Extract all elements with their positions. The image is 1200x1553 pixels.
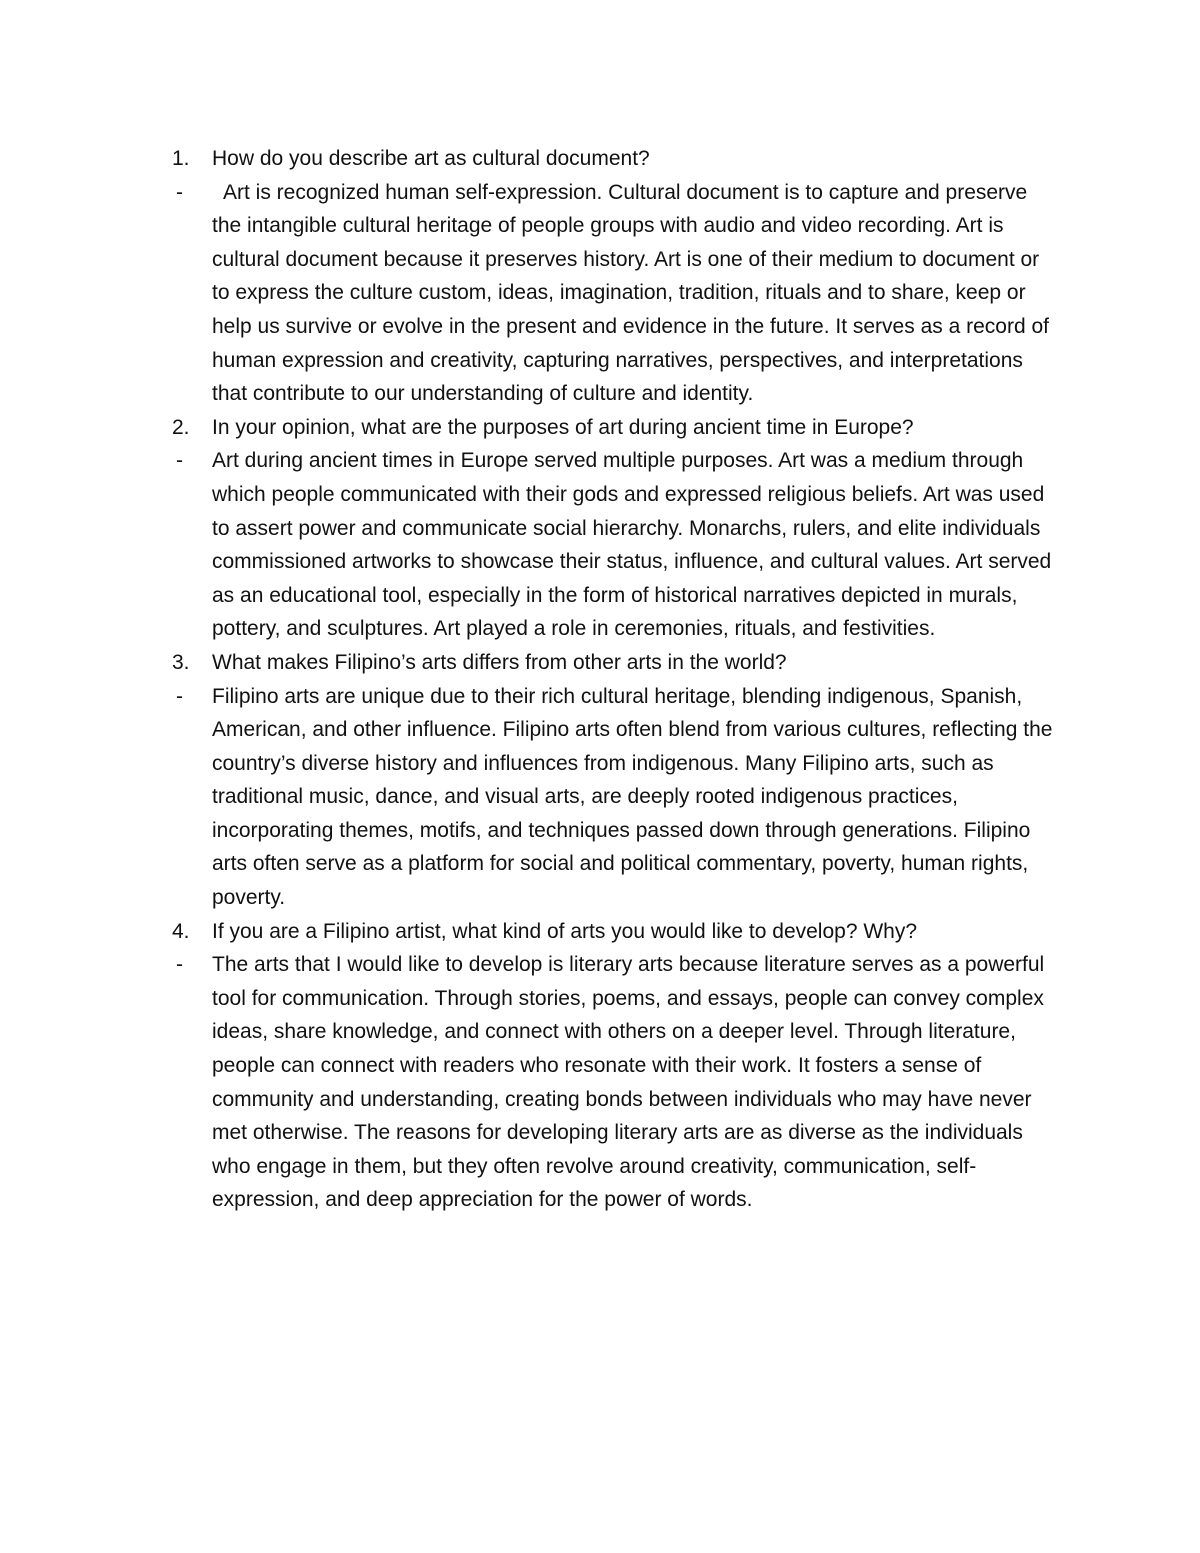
- question-text: How do you describe art as cultural document?: [212, 147, 650, 170]
- dash-bullet: -: [176, 180, 183, 204]
- question-text: If you are a Filipino artist, what kind of arts you would like to develop? Why?: [212, 919, 918, 943]
- question-text: In your opinion, what are the purposes of art during ancient time in Europe?: [212, 415, 914, 439]
- answer-1: [172, 176, 1062, 411]
- list-number: 1.: [172, 147, 190, 170]
- question-4: [172, 915, 1062, 949]
- question-answer-list: [172, 142, 1062, 1217]
- list-number: 3.: [172, 650, 190, 674]
- answer-3: [172, 680, 1062, 915]
- answer-text: The arts that I would like to develop is literary arts because literature serves as a powerful tool for communication. Through stories, poems, and essays, people can convey complex ideas, share knowledge, and connect with others on a deeper level. Through literature, people can connect with readers who resonate with their work. It fosters a sense of community and understanding, creating bonds between individuals who may have never met otherwise. The reasons for developing literary arts are as diverse as the individuals who engage in them, but they often revolve around creativity, communication, self-expression, and deep appreciation for the power of words.: [212, 953, 1045, 1212]
- answer-text: Filipino arts are unique due to their rich cultural heritage, blending indigenous, Spanish, American, and other influence. Filipino arts often blend from various cultures, reflecting the country’s diverse history and influences from indigenous. Many Filipino arts, such as traditional music, dance, and visual arts, are deeply rooted indigenous practices, incorporating themes, motifs, and techniques passed down through generations. Filipino arts often serve as a platform for social and political commentary, poverty, human rights, poverty.: [212, 684, 1053, 910]
- answer-4: [172, 948, 1062, 1217]
- dash-bullet: -: [176, 684, 183, 708]
- dash-bullet: -: [176, 449, 183, 473]
- answer-text: Art during ancient times in Europe served multiple purposes. Art was a medium through which people communicated with their gods and expressed religious beliefs. Art was used to assert power and communicate social hierarchy. Monarchs, rulers, and elite individuals commissioned artworks to showcase their status, influence, and cultural values. Art served as an educational tool, especially in the form of historical narratives depicted in murals, pottery, and sculptures. Art played a role in ceremonies, rituals, and festivities.: [212, 449, 1052, 641]
- answer-2: [172, 444, 1062, 646]
- question-1: [172, 142, 1062, 176]
- answer-text: Art is recognized human self-expression. Cultural document is to capture and preserve the intangible cultural heritage of people groups with audio and video recording. Art is cultural document because it preserves history. Art is one of their medium to document or to express the culture custom, ideas, imagination, tradition, rituals and to share, keep or help us survive or evolve in the present and evidence in the future. It serves as a record of human expression and creativity, capturing narratives, perspectives, and interpretations that contribute to our understanding of culture and identity.: [212, 180, 1049, 406]
- dash-bullet: -: [176, 953, 183, 977]
- question-3: [172, 646, 1062, 680]
- list-number: 4.: [172, 919, 190, 943]
- list-number: 2.: [172, 415, 190, 439]
- question-text: What makes Filipino’s arts differs from other arts in the world?: [212, 650, 787, 674]
- question-2: [172, 411, 1062, 445]
